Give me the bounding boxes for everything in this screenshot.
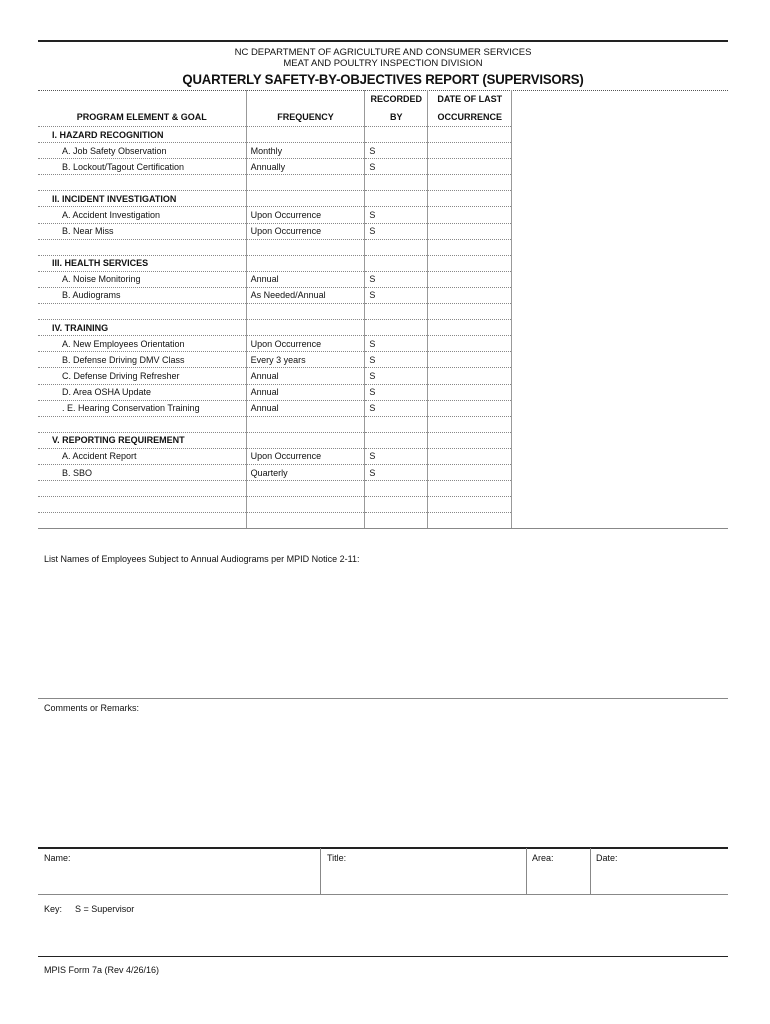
date-cell[interactable] — [428, 191, 512, 207]
program-cell: I. HAZARD RECOGNITION — [38, 127, 246, 143]
blank-row — [38, 416, 728, 432]
date-cell[interactable] — [428, 175, 512, 191]
program-cell: III. HEALTH SERVICES — [38, 255, 246, 271]
spacer-cell — [512, 320, 728, 336]
objectives-table — [38, 90, 728, 529]
frequency-cell — [246, 513, 365, 529]
recorded-by-cell — [365, 481, 428, 497]
recorded-by-cell — [365, 513, 428, 529]
table-row — [38, 400, 728, 416]
date-cell[interactable] — [428, 352, 512, 368]
spacer-cell — [512, 481, 728, 497]
program-cell — [38, 513, 246, 529]
date-cell[interactable] — [428, 255, 512, 271]
program-cell: B. SBO — [38, 464, 246, 480]
table-row — [38, 287, 728, 303]
recorded-by-cell — [365, 175, 428, 191]
date-header: DATE OF LAST — [428, 90, 512, 108]
spacer-cell — [512, 432, 728, 448]
frequency-cell: Annual — [246, 400, 365, 416]
date-cell[interactable] — [428, 368, 512, 384]
date-cell[interactable] — [428, 497, 512, 513]
section-row — [38, 255, 728, 271]
recorded-by-cell: S — [365, 368, 428, 384]
date-cell[interactable] — [428, 287, 512, 303]
date-cell[interactable] — [428, 271, 512, 287]
top-rule — [38, 40, 728, 42]
blank-row — [38, 239, 728, 255]
program-cell: A. New Employees Orientation — [38, 336, 246, 352]
frequency-cell — [246, 255, 365, 271]
key-value: S = Supervisor — [75, 904, 135, 914]
name-field[interactable]: Name: — [44, 853, 71, 863]
spacer-cell — [512, 127, 728, 143]
spacer-cell — [512, 175, 728, 191]
table-row — [38, 464, 728, 480]
date-cell[interactable] — [428, 432, 512, 448]
date-cell[interactable] — [428, 320, 512, 336]
recorded-by-cell — [365, 255, 428, 271]
recorded-by-cell — [365, 416, 428, 432]
date-cell[interactable] — [428, 464, 512, 480]
signature-divider-1 — [320, 848, 321, 894]
date-cell[interactable] — [428, 159, 512, 175]
section-row — [38, 320, 728, 336]
frequency-cell — [246, 320, 365, 336]
blank-row — [38, 481, 728, 497]
signature-bottom-rule — [38, 894, 728, 895]
recorded-by-cell: S — [365, 159, 428, 175]
program-cell: II. INCIDENT INVESTIGATION — [38, 191, 246, 207]
frequency-cell — [246, 416, 365, 432]
date-cell[interactable] — [428, 481, 512, 497]
title-field[interactable]: Title: — [327, 853, 347, 863]
frequency-cell: Upon Occurrence — [246, 223, 365, 239]
program-cell — [38, 175, 246, 191]
recorded-by-cell: S — [365, 384, 428, 400]
spacer-cell — [512, 287, 728, 303]
frequency-cell — [246, 127, 365, 143]
comments-label: Comments or Remarks: — [44, 703, 140, 713]
audiogram-list-label: List Names of Employees Subject to Annual Audiograms per MPID Notice 2-11: — [44, 554, 360, 564]
date-cell[interactable] — [428, 448, 512, 464]
signature-rule — [38, 847, 728, 849]
form-title: QUARTERLY SAFETY-BY-OBJECTIVES REPORT (SUPERVISORS) — [182, 71, 584, 87]
table-row — [38, 159, 728, 175]
spacer-cell — [512, 143, 728, 159]
table-row — [38, 352, 728, 368]
recorded-by-cell: S — [365, 287, 428, 303]
program-cell — [38, 304, 246, 320]
frequency-cell — [246, 481, 365, 497]
recorded-by-cell — [365, 432, 428, 448]
recorded-by-cell: S — [365, 464, 428, 480]
spacer-cell — [512, 352, 728, 368]
section-row — [38, 191, 728, 207]
table-row — [38, 448, 728, 464]
program-cell: A. Accident Report — [38, 448, 246, 464]
spacer-cell — [512, 271, 728, 287]
table-row — [38, 368, 728, 384]
table-row — [38, 143, 728, 159]
program-header: PROGRAM ELEMENT & GOAL — [38, 108, 246, 127]
spacer-cell — [512, 384, 728, 400]
blank-row — [38, 513, 728, 529]
date-cell[interactable] — [428, 384, 512, 400]
frequency-cell: Upon Occurrence — [246, 336, 365, 352]
signature-divider-2 — [526, 848, 527, 894]
blank-row — [38, 497, 728, 513]
program-cell: B. Defense Driving DMV Class — [38, 352, 246, 368]
spacer-cell — [512, 191, 728, 207]
spacer-cell — [512, 207, 728, 223]
table-header-row-1 — [38, 90, 728, 108]
recorded-by-cell — [365, 239, 428, 255]
date-cell[interactable] — [428, 336, 512, 352]
frequency-cell: Annual — [246, 271, 365, 287]
program-cell: A. Accident Investigation — [38, 207, 246, 223]
recorded-by-cell: S — [365, 448, 428, 464]
spacer-cell — [512, 464, 728, 480]
form-page — [38, 40, 728, 990]
program-cell: B. Lockout/Tagout Certification — [38, 159, 246, 175]
blank-row — [38, 304, 728, 320]
spacer-cell — [512, 239, 728, 255]
signature-divider-3 — [590, 848, 591, 894]
spacer-cell — [512, 497, 728, 513]
table-row — [38, 223, 728, 239]
frequency-cell: Monthly — [246, 143, 365, 159]
program-cell — [38, 416, 246, 432]
program-cell: V. REPORTING REQUIREMENT — [38, 432, 246, 448]
program-cell: B. Near Miss — [38, 223, 246, 239]
date-cell[interactable] — [428, 239, 512, 255]
by-header: BY — [365, 108, 428, 127]
frequency-cell: Annual — [246, 384, 365, 400]
frequency-cell: Upon Occurrence — [246, 207, 365, 223]
date-cell[interactable] — [428, 416, 512, 432]
occurrence-header: OCCURRENCE — [428, 108, 512, 127]
program-cell — [38, 481, 246, 497]
program-cell: D. Area OSHA Update — [38, 384, 246, 400]
frequency-cell: Quarterly — [246, 464, 365, 480]
table-row — [38, 336, 728, 352]
recorded-by-cell — [365, 127, 428, 143]
recorded-by-cell: S — [365, 143, 428, 159]
date-cell[interactable] — [428, 304, 512, 320]
frequency-cell — [246, 304, 365, 320]
program-cell: A. Job Safety Observation — [38, 143, 246, 159]
date-cell[interactable] — [428, 400, 512, 416]
program-cell — [38, 239, 246, 255]
spacer-cell — [512, 159, 728, 175]
frequency-cell: Annual — [246, 368, 365, 384]
spacer-cell — [512, 304, 728, 320]
recorded-header: RECORDED — [365, 90, 428, 108]
recorded-by-cell: S — [365, 352, 428, 368]
frequency-header: FREQUENCY — [246, 108, 365, 127]
date-cell[interactable] — [428, 207, 512, 223]
date-cell[interactable] — [428, 513, 512, 529]
recorded-by-cell — [365, 304, 428, 320]
comments-rule — [38, 698, 728, 699]
program-cell: A. Noise Monitoring — [38, 271, 246, 287]
form-number: MPIS Form 7a (Rev 4/26/16) — [44, 965, 160, 975]
program-cell: C. Defense Driving Refresher — [38, 368, 246, 384]
frequency-cell — [246, 239, 365, 255]
department-name: NC DEPARTMENT OF AGRICULTURE AND CONSUMER SERVICES — [234, 47, 532, 58]
footer-rule — [38, 956, 728, 957]
program-cell: IV. TRAINING — [38, 320, 246, 336]
spacer-cell — [512, 448, 728, 464]
frequency-cell: Every 3 years — [246, 352, 365, 368]
frequency-cell — [246, 191, 365, 207]
frequency-cell: Upon Occurrence — [246, 448, 365, 464]
recorded-by-cell: S — [365, 207, 428, 223]
spacer-cell — [512, 416, 728, 432]
recorded-by-cell — [365, 497, 428, 513]
recorded-by-cell: S — [365, 223, 428, 239]
area-field[interactable]: Area: — [532, 853, 554, 863]
frequency-cell: As Needed/Annual — [246, 287, 365, 303]
date-cell[interactable] — [428, 127, 512, 143]
frequency-cell — [246, 175, 365, 191]
date-cell[interactable] — [428, 223, 512, 239]
date-cell[interactable] — [428, 143, 512, 159]
recorded-by-cell: S — [365, 336, 428, 352]
table-row — [38, 207, 728, 223]
section-row — [38, 127, 728, 143]
division-name: MEAT AND POULTRY INSPECTION DIVISION — [283, 58, 483, 69]
spacer-cell — [512, 223, 728, 239]
blank-row — [38, 175, 728, 191]
frequency-cell — [246, 432, 365, 448]
date-field[interactable]: Date: — [596, 853, 618, 863]
recorded-by-cell — [365, 191, 428, 207]
spacer-cell — [512, 336, 728, 352]
spacer-cell — [512, 400, 728, 416]
program-cell — [38, 497, 246, 513]
frequency-cell: Annually — [246, 159, 365, 175]
frequency-cell — [246, 497, 365, 513]
key-label: Key: — [44, 904, 63, 914]
spacer-cell — [512, 368, 728, 384]
spacer-cell — [512, 255, 728, 271]
recorded-by-cell: S — [365, 271, 428, 287]
table-row — [38, 271, 728, 287]
spacer-cell — [512, 513, 728, 529]
program-cell: . E. Hearing Conservation Training — [38, 400, 246, 416]
program-cell: B. Audiograms — [38, 287, 246, 303]
section-row — [38, 432, 728, 448]
recorded-by-cell: S — [365, 400, 428, 416]
table-row — [38, 384, 728, 400]
recorded-by-cell — [365, 320, 428, 336]
table-header-row-2 — [38, 108, 728, 127]
